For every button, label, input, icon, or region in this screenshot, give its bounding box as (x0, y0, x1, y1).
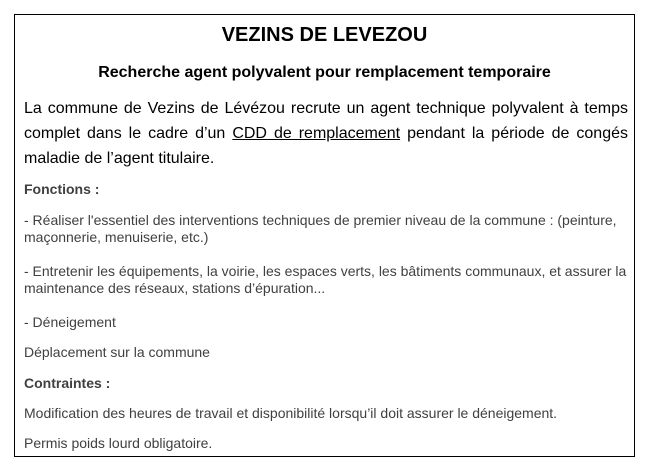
deplacement-text: Déplacement sur la commune (24, 344, 210, 360)
fonctions-heading: Fonctions : (24, 181, 100, 197)
page-title: VEZINS DE LEVEZOU (221, 24, 428, 46)
fonction-item-2: - Entretenir les équipements, la voirie, les espaces verts, les bâtiments communaux, et assurer la maintenance des réseaux, stations d’épuration... (24, 263, 627, 296)
intro-text-after: pendant la période de congés maladie de l’agent titulaire. (24, 125, 629, 167)
contrainte-item-1: Modification des heures de travail et disponibilité lorsqu’il doit assurer le déneigement. (24, 405, 558, 421)
fonction-item-1: - Réaliser l'essentiel des interventions techniques de premier niveau de la commune : (peinture, maçonnerie, menuiserie, etc.) (24, 212, 617, 245)
job-posting-frame (14, 14, 635, 457)
fonction-item-3: - Déneigement (24, 314, 116, 330)
contrainte-item-2: Permis poids lourd obligatoire. (24, 435, 213, 451)
intro-paragraph (24, 96, 628, 171)
contraintes-heading: Contraintes : (24, 375, 111, 391)
cdd-underlined-text: CDD de remplacement (232, 125, 401, 142)
page-subtitle: Recherche agent polyvalent pour remplacement temporaire (98, 64, 551, 81)
intro-text-before: La commune de Vezins de Lévézou recrute un agent technique polyvalent à temps complet dans le cadre d’un (24, 100, 628, 142)
